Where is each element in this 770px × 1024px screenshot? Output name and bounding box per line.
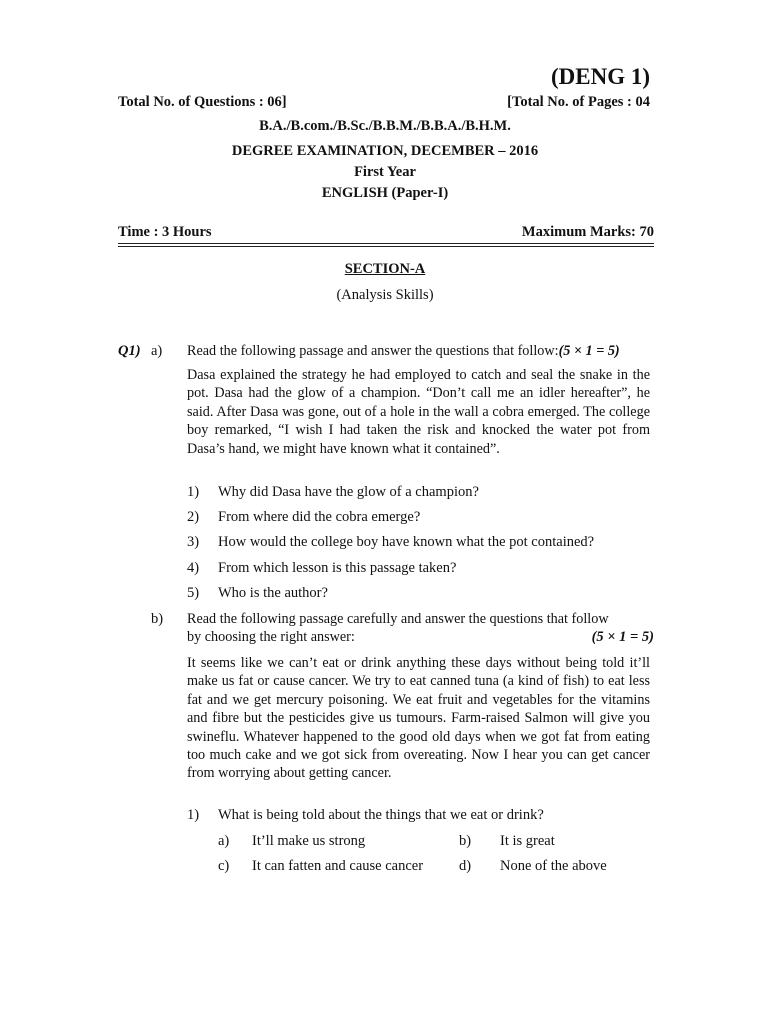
part-b-instruction-line1: Read the following passage carefully and answer the questions that follow [187, 611, 609, 627]
option-text: It can fatten and cause cancer [252, 858, 424, 874]
option-text: It’ll make us strong [252, 833, 366, 849]
header-rule-top [118, 243, 654, 244]
total-questions: Total No. of Questions : 06] [118, 94, 287, 110]
part-b-passage: It seems like we can’t eat or drink anything these days without being told it’ll make us fat or cause cancer. We try to eat canned tuna (a kind of fish) to eat less fat and we get mercury poisoning. We eat fruit and vegetables for the vitamins and fibre but the pesticides give us tumours. Farm-raised Salmon will give you swineflu. Whatever happened to the good old days when we got fat from eating too much cake and we got sick from overeating. Now I hear you can get cancer from worrying about getting cancer. [187, 655, 650, 782]
question-text: From which lesson is this passage taken? [218, 560, 457, 576]
section-title: SECTION-A [344, 261, 426, 277]
question-num: 2) [187, 509, 200, 525]
exam-year: First Year [354, 164, 416, 180]
question-text: Why did Dasa have the glow of a champion? [218, 484, 479, 500]
part-a-marks: (5 × 1 = 5) [558, 343, 620, 359]
maximum-marks: Maximum Marks: 70 [521, 224, 654, 240]
part-a-instruction [187, 343, 620, 360]
question-num: 1) [187, 484, 200, 500]
part-b-marks: (5 × 1 = 5) [591, 629, 654, 645]
paper-code: (DENG 1) [550, 64, 650, 89]
question-num: 3) [187, 534, 200, 550]
part-a-instruction-text: Read the following passage and answer the questions that follow: [187, 343, 559, 359]
question-number: Q1) [118, 343, 141, 359]
header-rule-bottom [118, 246, 654, 247]
option-label: a) [218, 833, 230, 849]
question-num: 1) [187, 807, 200, 823]
exam-title: DEGREE EXAMINATION, DECEMBER – 2016 [231, 143, 539, 159]
question-num: 4) [187, 560, 200, 576]
question-num: 5) [187, 585, 200, 601]
section-subtitle: (Analysis Skills) [336, 287, 434, 303]
exam-subject: ENGLISH (Paper-I) [321, 185, 449, 201]
total-pages: [Total No. of Pages : 04 [507, 94, 650, 110]
question-text: What is being told about the things that we eat or drink? [218, 807, 544, 823]
part-a-passage: Dasa explained the strategy he had employed to catch and seal the snake in the pot. Dasa had the glow of a champion. “Don’t call me an idler hereafter”, he said. After Dasa was gone, out of a hole in the wall a cobra emerged. The college boy remarked, “I wish I had taken the risk and knocked the water pot from Dasa’s hand, we might have known what it contained”. [187, 367, 650, 457]
option-label: c) [218, 858, 230, 874]
programmes: B.A./B.com./B.Sc./B.B.M./B.B.A./B.H.M. [259, 118, 511, 134]
part-a-label: a) [151, 343, 163, 359]
part-b-instruction-line2: by choosing the right answer: [187, 629, 355, 645]
question-text: How would the college boy have known what the pot contained? [218, 534, 595, 550]
option-label: d) [459, 858, 472, 874]
option-text: It is great [500, 833, 555, 849]
question-text: From where did the cobra emerge? [218, 509, 421, 525]
question-text: Who is the author? [218, 585, 328, 601]
option-text: None of the above [500, 858, 607, 874]
option-label: b) [459, 833, 472, 849]
time-allowed: Time : 3 Hours [118, 224, 212, 240]
part-b-label: b) [151, 611, 164, 627]
